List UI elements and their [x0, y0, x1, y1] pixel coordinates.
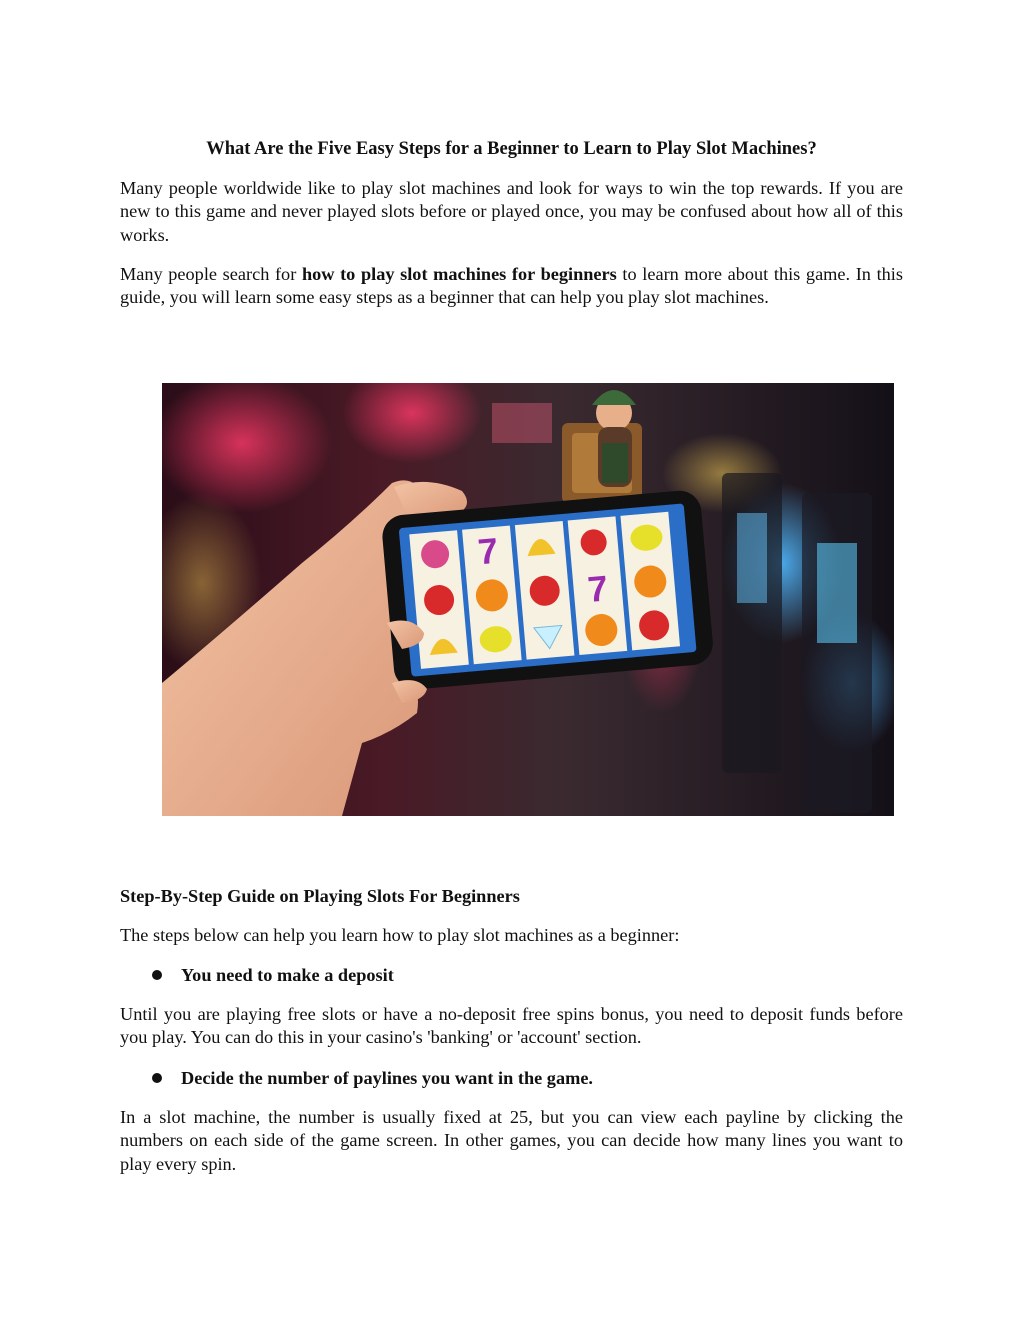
step-2-body: In a slot machine, the number is usually fixed at 25, but you can view each payline by clicking the numbers on each side of the game screen. In other games, you can decide how many lines you want to play every spin.: [120, 1107, 903, 1174]
step-1-title: You need to make a deposit: [181, 965, 394, 985]
section-lead-paragraph: The steps below can help you learn how to play slot machines as a beginner:: [120, 925, 680, 945]
bullet-dot-icon: [152, 970, 162, 980]
slot-phone-photo: [162, 383, 894, 816]
intro-paragraph-2-lead: Many people search for: [120, 264, 302, 284]
keyword-link-text: how to play slot machines for beginners: [301, 264, 617, 284]
step-2-title: Decide the number of paylines you want in the game.: [181, 1068, 594, 1088]
intro-paragraph-2-tail: to learn more about this game. In this guide, you will learn some easy steps as a beginner that can help you play slot machines.: [120, 264, 903, 308]
step-1-body: Until you are playing free slots or have a no-deposit free spins bonus, you need to deposit funds before you play. You can do this in your casino's 'banking' or 'account' section.: [120, 1004, 903, 1048]
section-heading: Step-By-Step Guide on Playing Slots For Beginners: [120, 886, 520, 906]
intro-paragraph-1: Many people worldwide like to play slot machines and look for ways to win the top rewards. If you are new to this game and never played slots before or played once, you may be confused about how all of this works.: [120, 178, 903, 245]
page-title: What Are the Five Easy Steps for a Beginner to Learn to Play Slot Machines?: [206, 139, 817, 159]
hand-holding-phone-slot-reels-icon: [162, 383, 894, 816]
bullet-dot-icon: [152, 1073, 162, 1083]
intro-paragraph-2: [120, 263, 903, 310]
svg-text:7: 7: [476, 529, 500, 573]
svg-text:7: 7: [585, 567, 610, 610]
